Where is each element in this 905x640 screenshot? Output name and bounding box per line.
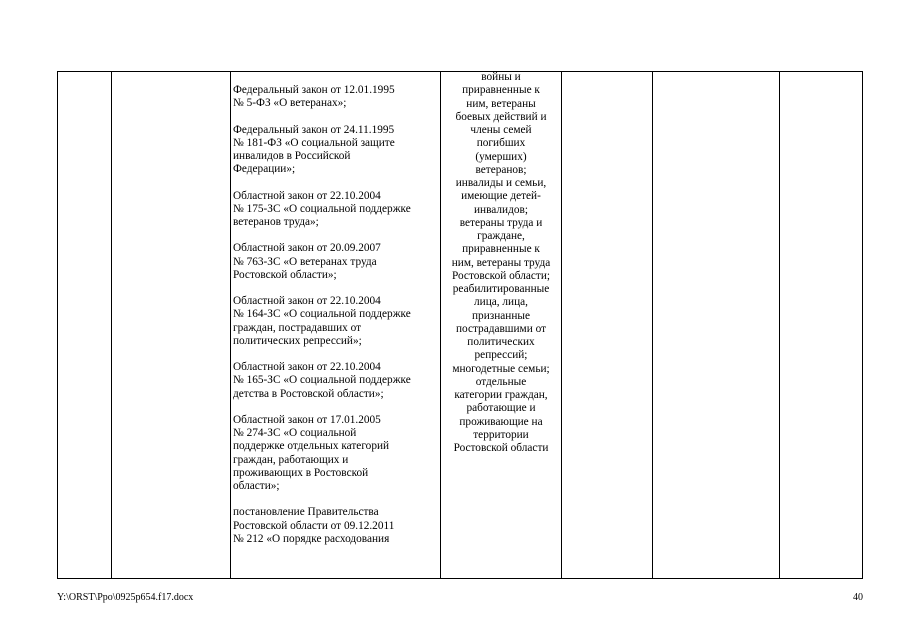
category-line: погибших [476,137,526,150]
column-divider [862,71,863,579]
category-line: признанные [472,309,530,322]
category-line: ним, ветераны [466,97,536,110]
category-line: ним, ветераны труда [451,256,551,269]
category-line: члены семей [470,124,532,136]
category-line: Ростовской области; [452,269,550,282]
legal-basis-cell [233,84,439,546]
category-line: репрессий; [474,349,528,362]
category-line: ветеранов; [475,163,527,176]
category-line: инвалиды и семьи, [455,177,547,189]
category-line: пострадавшими от [455,322,547,335]
category-line: инвалидов; [474,203,528,216]
category-line: категории граждан, [454,389,548,401]
law-item: Областной закон от 22.10.2004 № 165-ЗС «О социальной поддержке детства в Ростовской области»; [233,361,411,400]
column-divider [779,71,780,579]
law-item: Федеральный закон от 24.11.1995 № 181-ФЗ «О социальной защите инвалидов в Российской Федерации»; [233,123,395,176]
category-line: проживающие на [459,415,543,428]
law-item: Областной закон от 22.10.2004 № 164-ЗС «О социальной поддержке граждан, пострадавших от политических репрессий»; [233,295,411,347]
category-line: работающие и [466,402,536,415]
column-divider [561,71,562,579]
category-line: реабилитированные [452,283,550,295]
category-line: отдельные [475,375,527,388]
category-line: (умерших) [475,150,527,163]
beneficiary-categories-cell [441,71,561,455]
law-item: постановление Правительства Ростовской области от 09.12.2011 № 212 «О порядке расходования [233,506,395,545]
category-line: Ростовской области [453,442,549,454]
category-line: приравненные к [462,84,540,97]
category-line: приравненные к [462,243,540,256]
column-divider [111,71,112,579]
law-item: Областной закон от 22.10.2004 № 175-ЗС «О социальной поддержке ветеранов труда»; [233,189,411,228]
category-line: ветераны труда и [459,216,543,229]
category-line: войны и [481,71,521,83]
page-number: 40 [853,592,863,603]
category-line: граждане, [477,230,525,242]
law-item: Областной закон от 20.09.2007 № 763-ЗС «О ветеранах труда Ростовской области»; [233,242,381,281]
table-bottom-border [57,578,863,579]
category-line: политических [467,336,535,348]
column-divider [230,71,231,579]
category-line: лица, лица, [474,296,528,309]
category-line: имеющие детей- [461,190,541,203]
category-line: многодетные семьи; [452,362,550,375]
category-line: территории [473,428,529,441]
category-line: боевых действий и [455,110,547,123]
law-item: Областной закон от 17.01.2005 № 274-ЗС «О социальной поддержке отдельных категорий граждан, работающих и проживающих в Ростовской области»; [233,413,390,492]
column-divider [652,71,653,579]
law-item: Федеральный закон от 12.01.1995 № 5-ФЗ «О ветеранах»; [233,84,395,110]
footer-file-path: Y:\ORST\Ppo\0925p654.f17.docx [57,592,194,603]
